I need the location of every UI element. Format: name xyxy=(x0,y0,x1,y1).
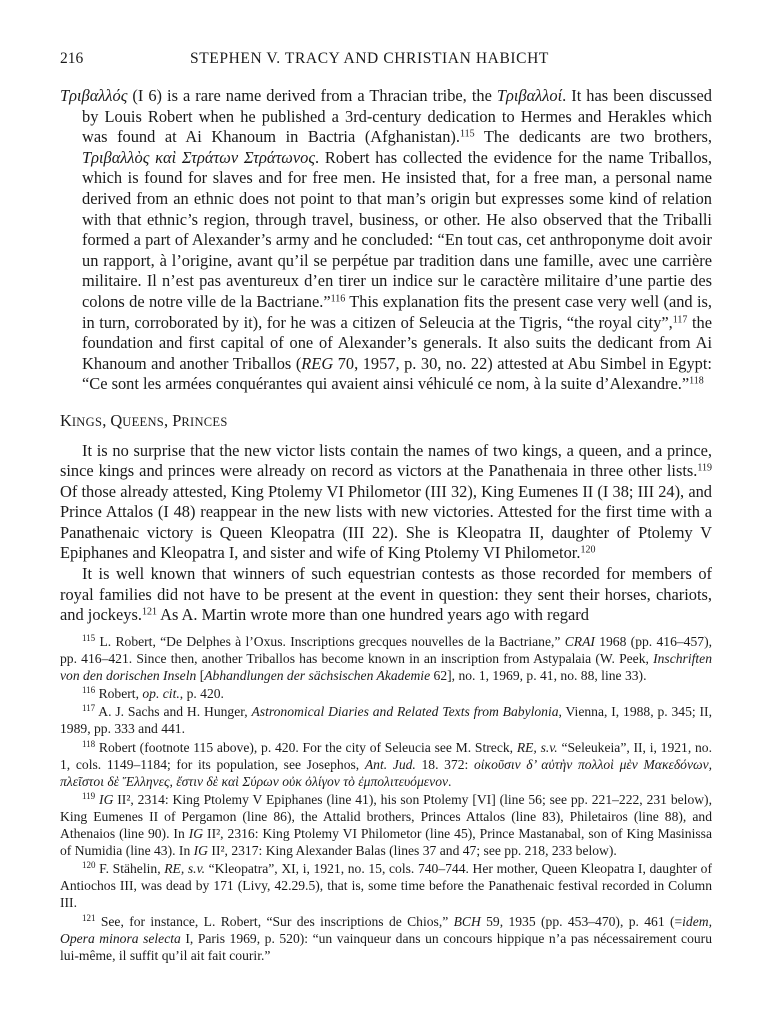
text-run: . It has been discussed by Louis Robert when he published a 3rd-century dedication to Hermes and Herakles which was found at Ai Khanoum in Bactria (Afghanistan). xyxy=(82,86,712,147)
text-run: Abhandlungen der sächsischen Akademie xyxy=(204,668,431,684)
text-run: RINCES xyxy=(181,414,228,429)
text-run: It is well known that winners of such equestrian contests as those recorded for members of royal families did not have to be present at the event in question: they sent their horses, chariots, and jockeys. xyxy=(60,564,712,625)
text-run: Of those already attested, King Ptolemy VI Philometor (III 32), King Eumenes II (I 38; III 24), and Prince Attalos (I 48) reappear in the new lists with new victories. Attested for the first time with a Panathenaic victory is Queen Kleopatra (III 22). She is Kleopatra II, daughter of Ptolemy V Epiphanes and Kleopatra I, and sister and wife of King Ptolemy VI Philometor. xyxy=(60,481,712,563)
note-ref: 118 xyxy=(689,375,704,387)
text-run: IG xyxy=(193,843,209,859)
text-run: K xyxy=(60,410,72,430)
note-ref: 116 xyxy=(82,685,96,696)
text-run: IG xyxy=(99,791,114,807)
text-run: , p. 420. xyxy=(179,686,224,702)
footnote-120 xyxy=(60,860,712,911)
note-ref: 117 xyxy=(82,703,96,714)
note-ref: 121 xyxy=(141,606,157,618)
text-run: . Robert has collected the evidence for the name Triballos, which is found for slaves and for free men. He insisted that, for a free man, a personal name derived from an ethnic does not point to that man’s origin but expresses some kind of relation with that ethnic’s region, through travel, business, or other. He also observed that the Triballi formed a part of Alexander’s army and he concluded: “En tout cas, cet anthroponyme doit avoir un rapport, à l’origine, avant qu’il se perpétue par tradition dans une famille, avec une carrière militaire. Il n’est pas aventureux d’en tirer un indice sur le caractère militaire d’une partie des colons de notre ville de la Bactriane.” xyxy=(82,147,712,311)
text-run: op. cit. xyxy=(142,686,180,702)
footnote-121 xyxy=(60,913,712,964)
note-ref: 115 xyxy=(82,633,96,644)
text-run: This explanation fits the present case very well (and is, in turn, corroborated by it), for he was a citizen of Seleucia at the Tigris, “the royal city”, xyxy=(82,291,712,332)
text-run: Τριβαλλὸς καὶ Στράτων Στράτωνος xyxy=(82,147,316,167)
intro-paragraph xyxy=(60,86,712,395)
section-heading xyxy=(60,411,712,433)
text-run: Astronomical Diaries and Related Texts from Babylonia xyxy=(251,704,559,720)
footnote-117 xyxy=(60,703,712,737)
text-run: 59, 1935 (pp. 453–470), p. 461 (= xyxy=(480,913,683,929)
text-run: οἰκοῦσιν δ’ αὐτὴν πολλοὶ μὲν Μακεδόνων, πλεῖστοι δὲ Ἕλληνες, ἔστιν δὲ καὶ Σύρων οὐκ ὀλίγον τὸ ἐμπολιτευόμενον xyxy=(60,756,713,789)
text-run: Robert, xyxy=(95,686,143,702)
text-run: IG xyxy=(188,826,204,842)
text-run: RE, s.v. xyxy=(516,739,558,755)
footnote-116 xyxy=(60,685,712,702)
text-run: . xyxy=(448,773,452,789)
text-run: F. Stähelin, xyxy=(95,861,165,877)
text-run: II², 2316: King Ptolemy VI Philometor (line 45), Prince Mastanabal, son of King Masinissa of Numidia (line 43). In xyxy=(60,826,712,859)
text-run: II², 2314: King Ptolemy V Epiphanes (line 41), his son Ptolemy [VI] (line 56; see pp. 221–222, 231 below), King Eumenes II of Pergamon (line 86), the Attalid brothers, Princes Attalos (line 83), Philetairos (line 88), and Athenaios (line 90). In xyxy=(60,791,712,842)
text-run: , Q xyxy=(102,410,123,430)
text-run: 1968 (pp. 416–457), pp. 416–421. Since then, another Triballos has become known in an inscription from Astypalaia (W. Peek, xyxy=(60,634,712,667)
note-ref: 120 xyxy=(82,860,96,871)
text-run: Robert (footnote 115 above), p. 420. For the city of Seleucia see M. Streck, xyxy=(95,739,517,755)
note-ref: 120 xyxy=(580,544,596,556)
text-run: (I 6) is a rare name derived from a Thracian tribe, the xyxy=(127,86,497,105)
text-run: “Kleopatra”, XI, i, 1921, no. 15, cols. 740–744. Her mother, Queen Kleopatra I, daughter of Antiochos III, was dead by 171 (Livy, 42.29.5), that is, some time before the Panathenaic festival recorded in Column III. xyxy=(60,861,712,911)
text-run: 70, 1957, p. 30, no. 22) attested at Abu Simbel in Egypt: “Ce sont les armées conquérantes qui avaient ainsi véhiculé ce nom, à la suite d’Alexandre.” xyxy=(82,353,712,394)
text-run: “Seleukeia”, II, i, 1921, no. 1, cols. 1149–1184; for its population, see Josephos, xyxy=(60,739,712,772)
note-ref: 121 xyxy=(82,912,96,923)
footnote-118 xyxy=(60,739,712,790)
text-run: It is no surprise that the new victor lists contain the names of two kings, a queen, and a prince, since kings and princes were already on record as victors at the Panathenaia in three other lists. xyxy=(60,440,712,481)
main-text xyxy=(60,86,712,626)
text-run: REG xyxy=(301,353,334,373)
text-run: See, for instance, L. Robert, “Sur des inscriptions de Chios,” xyxy=(95,913,454,929)
text-run: the foundation and first capital of one of Alexander’s generals. It also suits the dedicant from Ai Khanoum and another Triballos ( xyxy=(82,312,712,373)
note-ref: 119 xyxy=(82,790,96,801)
text-run: INGS xyxy=(71,414,103,429)
note-ref: 118 xyxy=(82,738,96,749)
body-paragraph xyxy=(60,441,712,565)
footnotes xyxy=(60,633,712,965)
text-run: CRAI xyxy=(564,634,595,649)
note-ref: 115 xyxy=(459,128,475,140)
text-run: , Vienna, I, 1988, p. 345; II, 1989, pp. 333 and 441. xyxy=(60,704,712,737)
text-run: II², 2317: King Alexander Balas (lines 37 and 47; see pp. 218, 233 below). xyxy=(208,843,617,859)
text-run: A. J. Sachs and H. Hunger, xyxy=(95,704,252,720)
text-run: 62], no. 1, 1969, p. 41, no. 88, line 33). xyxy=(430,668,647,684)
text-run: Τριβαλλοί xyxy=(496,86,563,105)
footnote-115 xyxy=(60,633,712,684)
text-run: Inschriften von den dorischen Inseln xyxy=(60,651,712,684)
text-run: Ant. Jud. xyxy=(364,756,416,772)
footnote-119 xyxy=(60,791,712,859)
text-run: [ xyxy=(196,668,205,684)
text-run: L. Robert, “De Delphes à l’Oxus. Inscriptions grecques nouvelles de la Bactriane,” xyxy=(95,634,565,649)
text-run: , P xyxy=(164,410,182,430)
running-title: STEPHEN V. TRACY AND CHRISTIAN HABICHT xyxy=(190,50,549,67)
text-run: 18. 372: xyxy=(415,756,474,772)
text-run: As A. Martin wrote more than one hundred years ago with regard xyxy=(156,605,589,625)
text-run: idem, Opera minora selecta xyxy=(60,913,712,946)
text-run: I, Paris 1969, p. 520): “un vainqueur dans un concours hippique n’a pas nécessairement couru lui-même, il suffit qu’il ait fait courir.” xyxy=(60,930,712,963)
text-run: BCH xyxy=(453,913,481,929)
text-run: The dedicants are two brothers, xyxy=(474,127,712,147)
body-paragraph xyxy=(60,564,712,626)
note-ref: 116 xyxy=(330,293,346,305)
note-ref: 117 xyxy=(672,314,688,326)
running-header xyxy=(60,50,712,70)
text-run: Τριβαλλός xyxy=(60,86,128,105)
text-run: UEENS xyxy=(122,414,165,429)
text-run: RE, s.v. xyxy=(164,861,205,877)
page-number: 216 xyxy=(60,50,84,67)
note-ref: 119 xyxy=(697,462,712,474)
